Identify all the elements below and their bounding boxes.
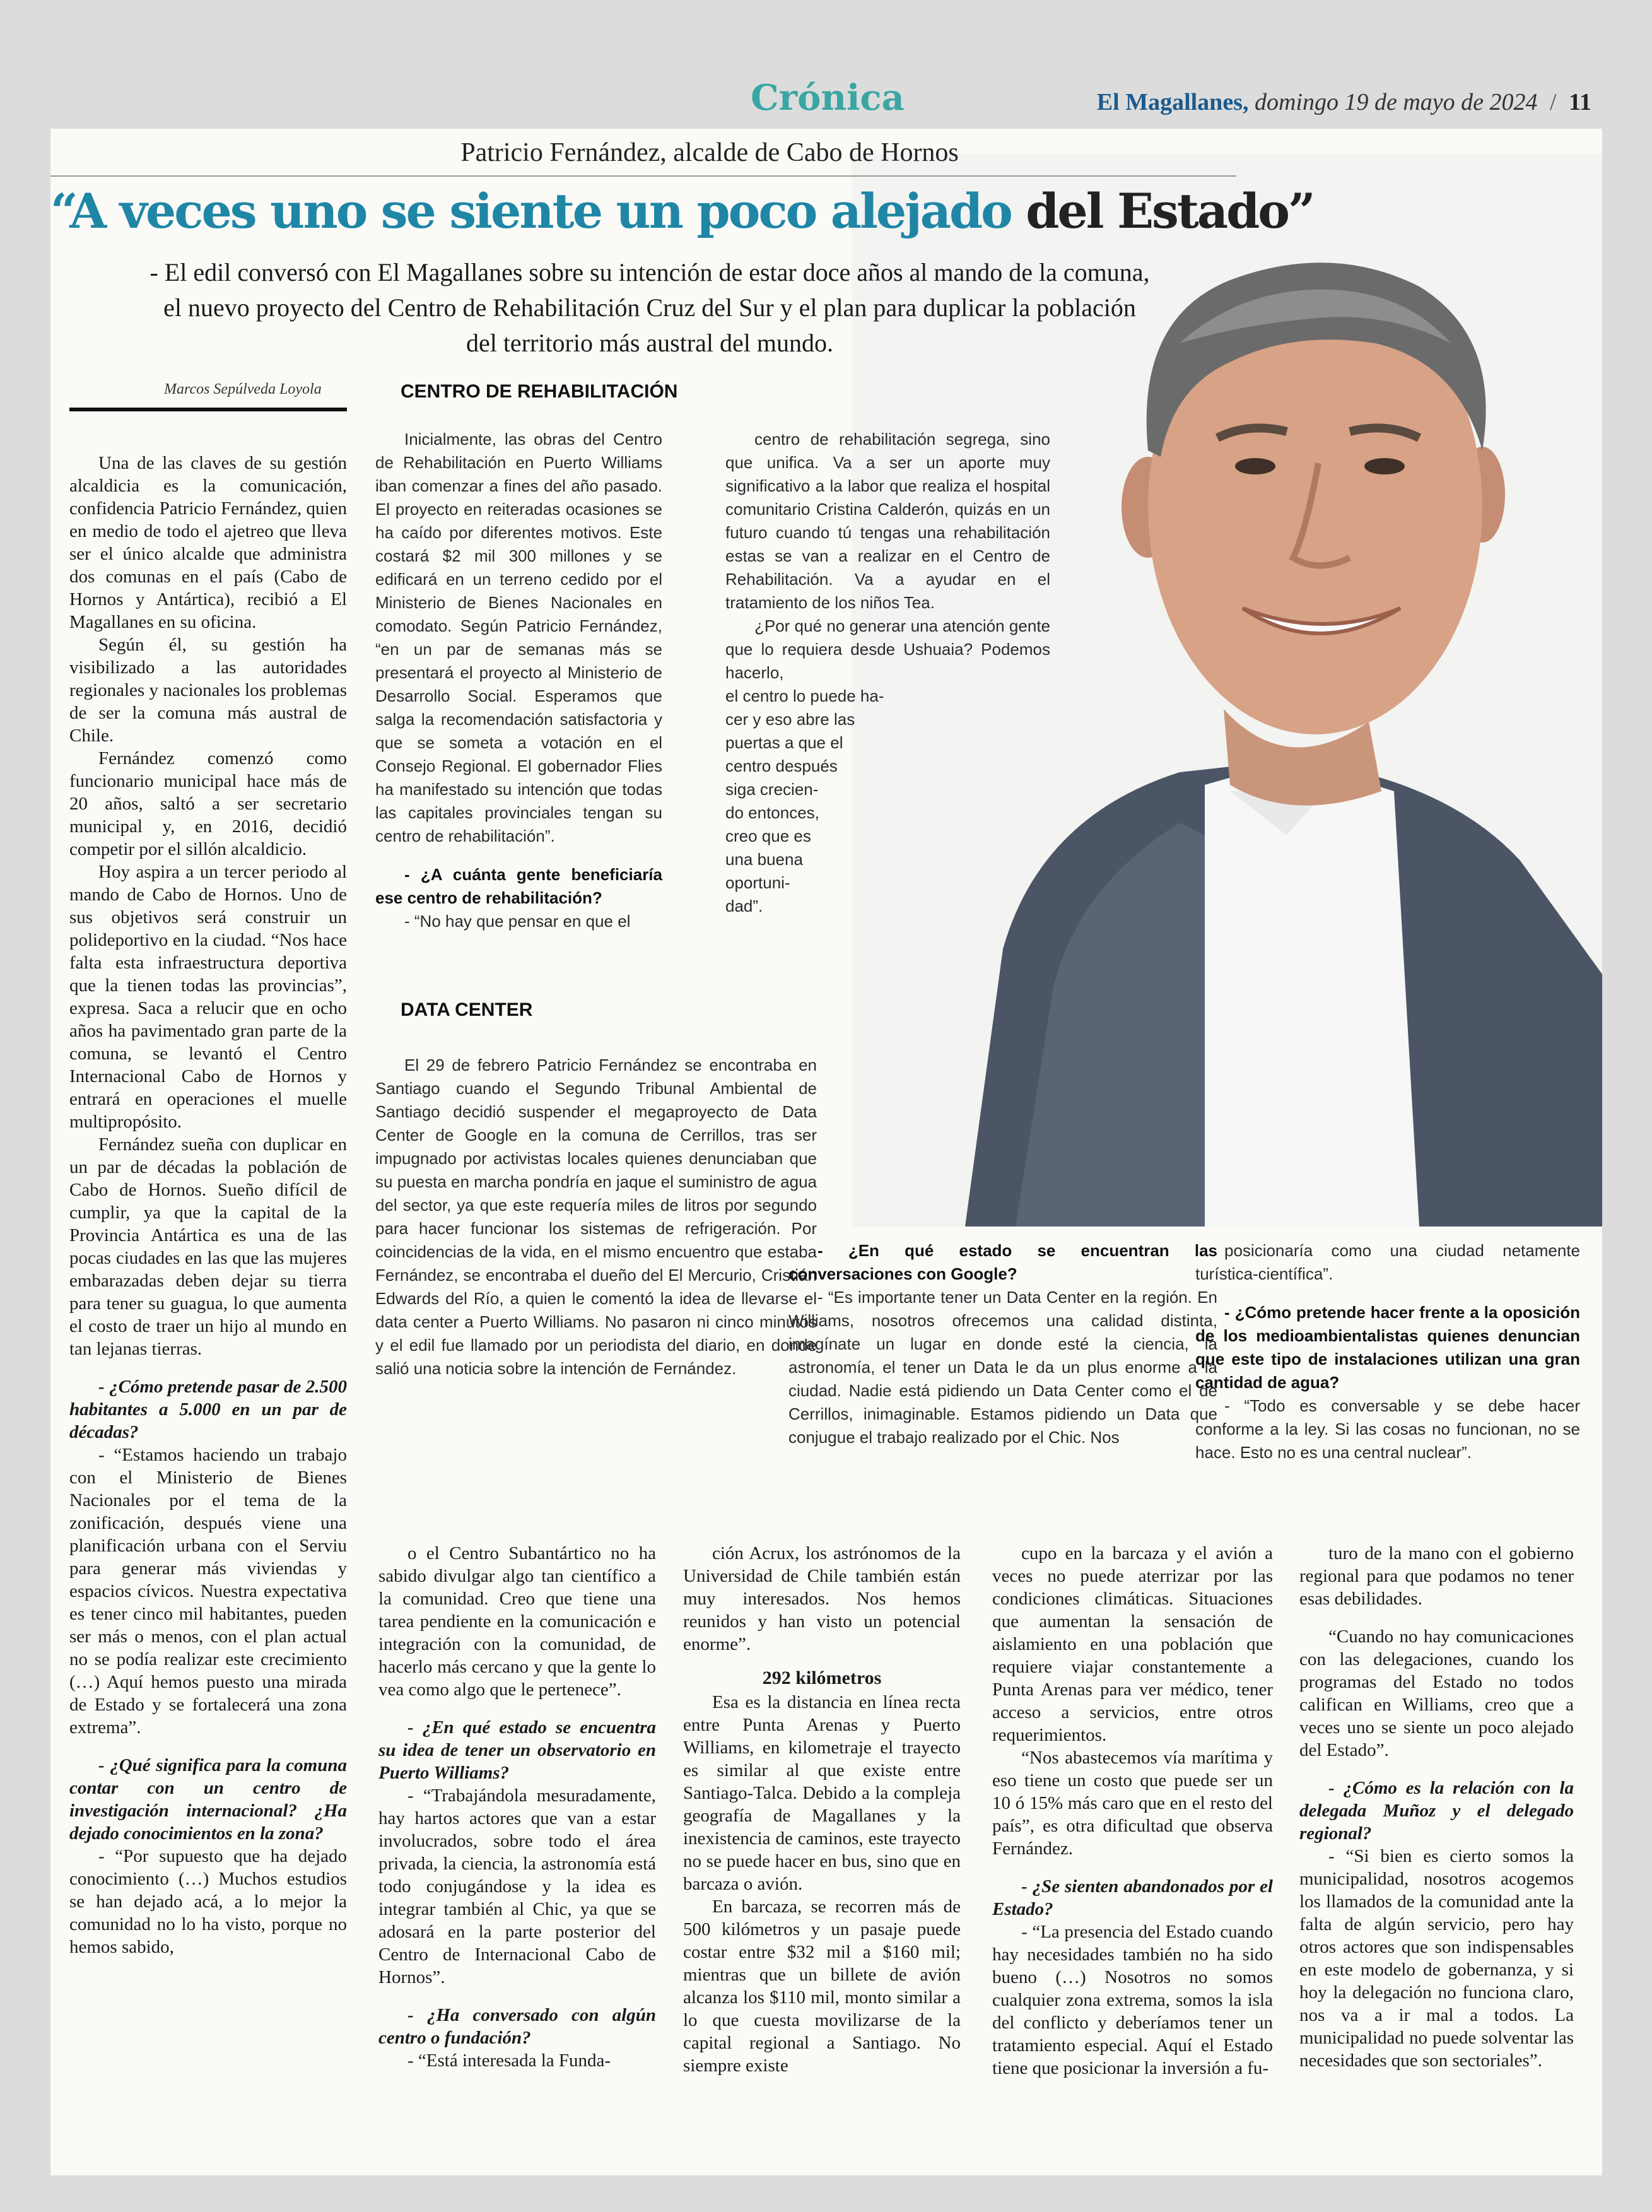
answer: - “Es importante tener un Data Center en la región. En Williams, nosotros ofrecemos una calidad distinta, imagínate un lugar en donde esté la ciencia, la astronomía, el tener un Data le da un plus enorme a la ciudad. Nadie está pidiendo un Data Center como el de Cerrillos, inimaginable. Estamos pidiendo un Data que conjugue el trabajo realizado por el Chic. Nos	[788, 1288, 1217, 1447]
paragraph: “Cuando no hay comunicaciones con las delegaciones, cuando los programas del Estado no todos califican en Williams, creo que a veces uno se siente un poco alejado del Estado”.	[1299, 1627, 1574, 1760]
paragraph: ¿Por qué no generar una atención gente que lo requiera desde Ushuaia? Podemos hacerlo,	[725, 616, 1050, 682]
headline-part-blue: “A veces uno se siente un poco alejado	[50, 183, 1011, 239]
newspaper-name: El Magallanes,	[1096, 89, 1249, 115]
paragraph: En barcaza, se recorren más de 500 kilómetros y un pasaje puede costar entre $32 mil a $160 mil; mientras que un billete de avión alcanza los $110 mil, monto similar a lo que cuesta movilizarse de la capital regional a Santiago. No siempre existe	[683, 1897, 961, 2076]
article-headline	[50, 183, 1314, 239]
subsection-title: 292 kilómetros	[762, 1668, 882, 1688]
column-4	[992, 1542, 1273, 2080]
page-number: 11	[1569, 89, 1591, 115]
paragraph: Fernández sueña con duplicar en un par de décadas la población de Cabo de Hornos. Sueño difícil de cumplir, ya que la capital de la Provincia Antártica es una de las pocas ciudades en las que las mujeres embarazadas deben dejar su tierra para tener su guagua, lo que aumenta el costo de traer un hijo al mundo en tan lejanas tierras.	[69, 1134, 347, 1359]
page-header-bar	[0, 0, 1652, 129]
article-kicker: Patricio Fernández, alcalde de Cabo de Hornos	[460, 138, 959, 167]
paragraph: centro de rehabilitación segrega, sino que unifica. Va a ser un aporte muy significativo a la labor que realiza el hospital comunitario Cristina Calderón, quizás en un futuro cuando tú tengas una rehabilitación estas se van a realizar en el Centro de Rehabilitación. Va a ayudar en el tratamiento de los niños Tea.	[725, 430, 1050, 612]
section-title-rehab: CENTRO DE REHABILITACIÓN	[401, 381, 678, 402]
paragraph: Hoy aspira a un tercer periodo al mando de Cabo de Hornos. Uno de sus objetivos será construir un polideportivo en la ciudad. “Nos hace falta esta infraestructura deportiva que la tienen todas las provincias”, expresa. Saca a relucir que en ocho años ha pavimentado gran parte de la comuna, se levantó el Centro Internacional Cabo de Hornos y entrará en operaciones el muelle multipropósito.	[69, 862, 347, 1132]
section-name: Crónica	[751, 77, 905, 119]
datacenter-column-c	[1195, 1239, 1580, 1464]
answer: - “Si bien es cierto somos la municipalidad, nosotros acogemos los llamados de la comunidad ante la falta de algún servicio, pero hay otros actores que son indispensables en este modelo de gobernanza, y si hoy la delegación no funciona claro, nos va a ir mal a todos. La municipalidad no puede solventar las necesidades que son sectoriales”.	[1299, 1846, 1574, 2071]
kicker-divider	[50, 175, 1236, 177]
datacenter-column-b	[788, 1239, 1217, 1449]
question: - ¿A cuánta gente beneficiaría ese centro de rehabilitación?	[375, 865, 662, 907]
paragraph: Según él, su gestión ha visibilizado a las autoridades regionales y nacionales los problemas de ser la comuna más austral de Chile.	[69, 635, 347, 746]
answer: - “Todo es conversable y se debe hacer conforme a la ley. Si las cosas no funcionan, no se hace. Esto no es una central nuclear”.	[1195, 1396, 1580, 1462]
answer: - “Está interesada la Funda-	[407, 2050, 611, 2071]
paragraph: Esa es la distancia en línea recta entre Punta Arenas y Puerto Williams, en kilometraje el trayecto es similar al que existe entre Santiago-Talca. Debido a la compleja geografía de Magallanes y la inexistencia de caminos, este trayecto no se puede hacer en bus, sino que en barcaza o avión.	[683, 1692, 961, 1894]
masthead	[1097, 88, 1591, 116]
publication-date: domingo 19 de mayo de 2024	[1254, 89, 1538, 115]
section-title-datacenter: DATA CENTER	[401, 999, 533, 1020]
answer: - “La presencia del Estado cuando hay necesidades también no ha sido bueno (…) Nosotros no somos cualquier zona extrema, somos la isla del conflicto y deberíamos tener un tratamiento especial. Aquí el Estado tiene que posicionar la inversión a fu-	[992, 1922, 1273, 2078]
column-1	[69, 452, 347, 1958]
question: - ¿Se sienten abandonados por el Estado?	[992, 1876, 1273, 1919]
paragraph: “Nos abastecemos vía marítima y eso tiene un costo que puede ser un 10 ó 15% más caro que en el resto del país”, es otra dificultad que observa Fernández.	[992, 1748, 1273, 1859]
question: - ¿Ha conversado con algún centro o fundación?	[378, 2005, 656, 2048]
article-byline: Marcos Sepúlveda Loyola	[164, 381, 322, 397]
newspaper-page	[50, 129, 1602, 2175]
question: - ¿Qué significa para la comuna contar con un centro de investigación internacional? ¿Ha dejado conocimientos en la zona?	[69, 1755, 347, 1844]
paragraph: Fernández comenzó como funcionario municipal hace más de 20 años, saltó a ser secretario municipal y, en 2016, decidió competir por el sillón alcaldicio.	[69, 748, 347, 859]
answer: - “Trabajándola mesuradamente, hay hartos actores que van a estar involucrados, sobre todo el área privada, la ciencia, la astronomía está todo conjugándose y la idea es integrar también al Chic, ya que se adosará en la parte posterior del Centro de Internacional Cabo de Hornos”.	[378, 1785, 656, 1987]
answer: - “Por supuesto que ha dejado conocimiento (…) Muchos estudios se han dejado acá, a lo mejor la comunidad no lo ha visto, porque no hemos sabido,	[69, 1846, 347, 1957]
column-2	[378, 1542, 656, 2072]
datacenter-column-a	[375, 1054, 817, 1380]
paragraph: o el Centro Subantártico no ha sabido divulgar algo tan científico a la comunidad. Creo que tiene una tarea pendiente en la comunicación e integración con la comunidad, de hacerlo más cercano y que la gente lo vea como algo que le pertenece”.	[378, 1543, 656, 1700]
question: - ¿Cómo pretende hacer frente a la oposición de los medioambientalistas quienes denuncian que este tipo de instalaciones utilizan una gran cantidad de agua?	[1195, 1303, 1580, 1392]
question: - ¿Cómo es la relación con la delegada Muñoz y el delegado regional?	[1299, 1778, 1574, 1844]
question: - ¿Cómo pretende pasar de 2.500 habitantes a 5.000 en un par de décadas?	[69, 1377, 347, 1442]
paragraph: turo de la mano con el gobierno regional para que podamos no tener esas debilidades.	[1299, 1543, 1574, 1609]
answer: - “Estamos haciendo un trabajo con el Ministerio de Bienes Nacionales por el tema de la zonificación, después viene una planificación urbana con el Serviu para generar más viviendas y espacios cívicos. Nuestra expectativa es tener cinco mil habitantes, pueden ser más o menos, con el plan actual no se podía realizar este crecimiento (…) Aquí hemos puesto una mirada de Estado y se fortalecerá una zona extrema”.	[69, 1445, 347, 1738]
paragraph: cupo en la barcaza y el avión a veces no puede aterrizar por las condiciones climáticas. Situaciones que aumentan la sensación de aislamiento en una población que requiere viajar constantemente a Punta Arenas para ver médico, tener acceso a servicios, entre otros requerimientos.	[992, 1543, 1273, 1745]
byline-divider	[69, 408, 347, 411]
rehab-column-b	[725, 428, 1050, 918]
answer: - “No hay que pensar en que el	[404, 912, 631, 931]
paragraph: El 29 de febrero Patricio Fernández se encontraba en Santiago cuando el Segundo Tribunal Ambiental de Santiago decidió suspender el megaproyecto de Data Center de Google en la comuna de Cerrillos, tras ser impugnado por activistas locales quienes denunciaban que su puesta en marcha pondría en jaque el suministro de agua del sector, ya que este requería miles de litros por segundo para hacer funcionar los sistemas de refrigeración. Por coincidencias de la vida, en el mismo encuentro que estaba Fernández, se encontraba el dueño del El Mercurio, Cristián Edwards del Río, a quien le comentó la idea de llevarse el data center a Puerto Williams. No pasaron ni cinco minutos y el edil fue llamado por un periodista del diario, en donde salió una noticia sobre la intención de Fernández.	[375, 1056, 817, 1378]
question: - ¿En qué estado se encuentran las conversaciones con Google?	[788, 1241, 1217, 1283]
paragraph-wrapped: el centro lo puede ha- cer y eso abre las puertas a que el centro después siga crecien- do entonces, creo que es una buena oportuni- dad”.	[725, 686, 884, 915]
answer: posicionaría como una ciudad netamente turística-científica”.	[1195, 1241, 1580, 1283]
column-5	[1299, 1542, 1574, 2072]
question: - ¿En qué estado se encuentra su idea de tener un observatorio en Puerto Williams?	[378, 1717, 656, 1783]
paragraph: ción Acrux, los astrónomos de la Universidad de Chile también están muy interesados. Nos hemos reunidos y han visto un potencial enorme”.	[683, 1543, 961, 1654]
article-deck: - El edil conversó con El Magallanes sobre su intención de estar doce años al mando de la comuna, el nuevo proyecto del Centro de Rehabilitación Cruz del Sur y el plan para duplicar la población del territorio más austral del mundo.	[149, 258, 1150, 357]
rehab-column-a	[375, 428, 662, 933]
masthead-separator: /	[1550, 89, 1557, 115]
paragraph: Una de las claves de su gestión alcaldicia es la comunicación, confidencia Patricio Fernández, quien en medio de todo el ajetreo que lleva ser el único alcalde que administra dos comunas en el país (Cabo de Hornos y Antártica), recibió a El Magallanes en su oficina.	[69, 453, 347, 632]
paragraph: Inicialmente, las obras del Centro de Rehabilitación en Puerto Williams iban comenzar a fines del año pasado. El proyecto en reiteradas ocasiones se ha caído por diferentes motivos. Este costará $2 mil 300 millones y se edificará en un terreno cedido por el Ministerio de Bienes Nacionales en comodato. Según Patricio Fernández, “en un par de semanas más se presentará el proyecto al Ministerio de Desarrollo Social. Esperamos que salga la recomendación satisfactoria y que se someta a votación en el Consejo Regional. El gobernador Flies ha manifestado su intención que todas las capitales provinciales tengan su centro de rehabilitación”.	[375, 430, 662, 845]
column-3	[683, 1542, 961, 2077]
headline-part-dark: del Estado”	[1011, 183, 1314, 239]
